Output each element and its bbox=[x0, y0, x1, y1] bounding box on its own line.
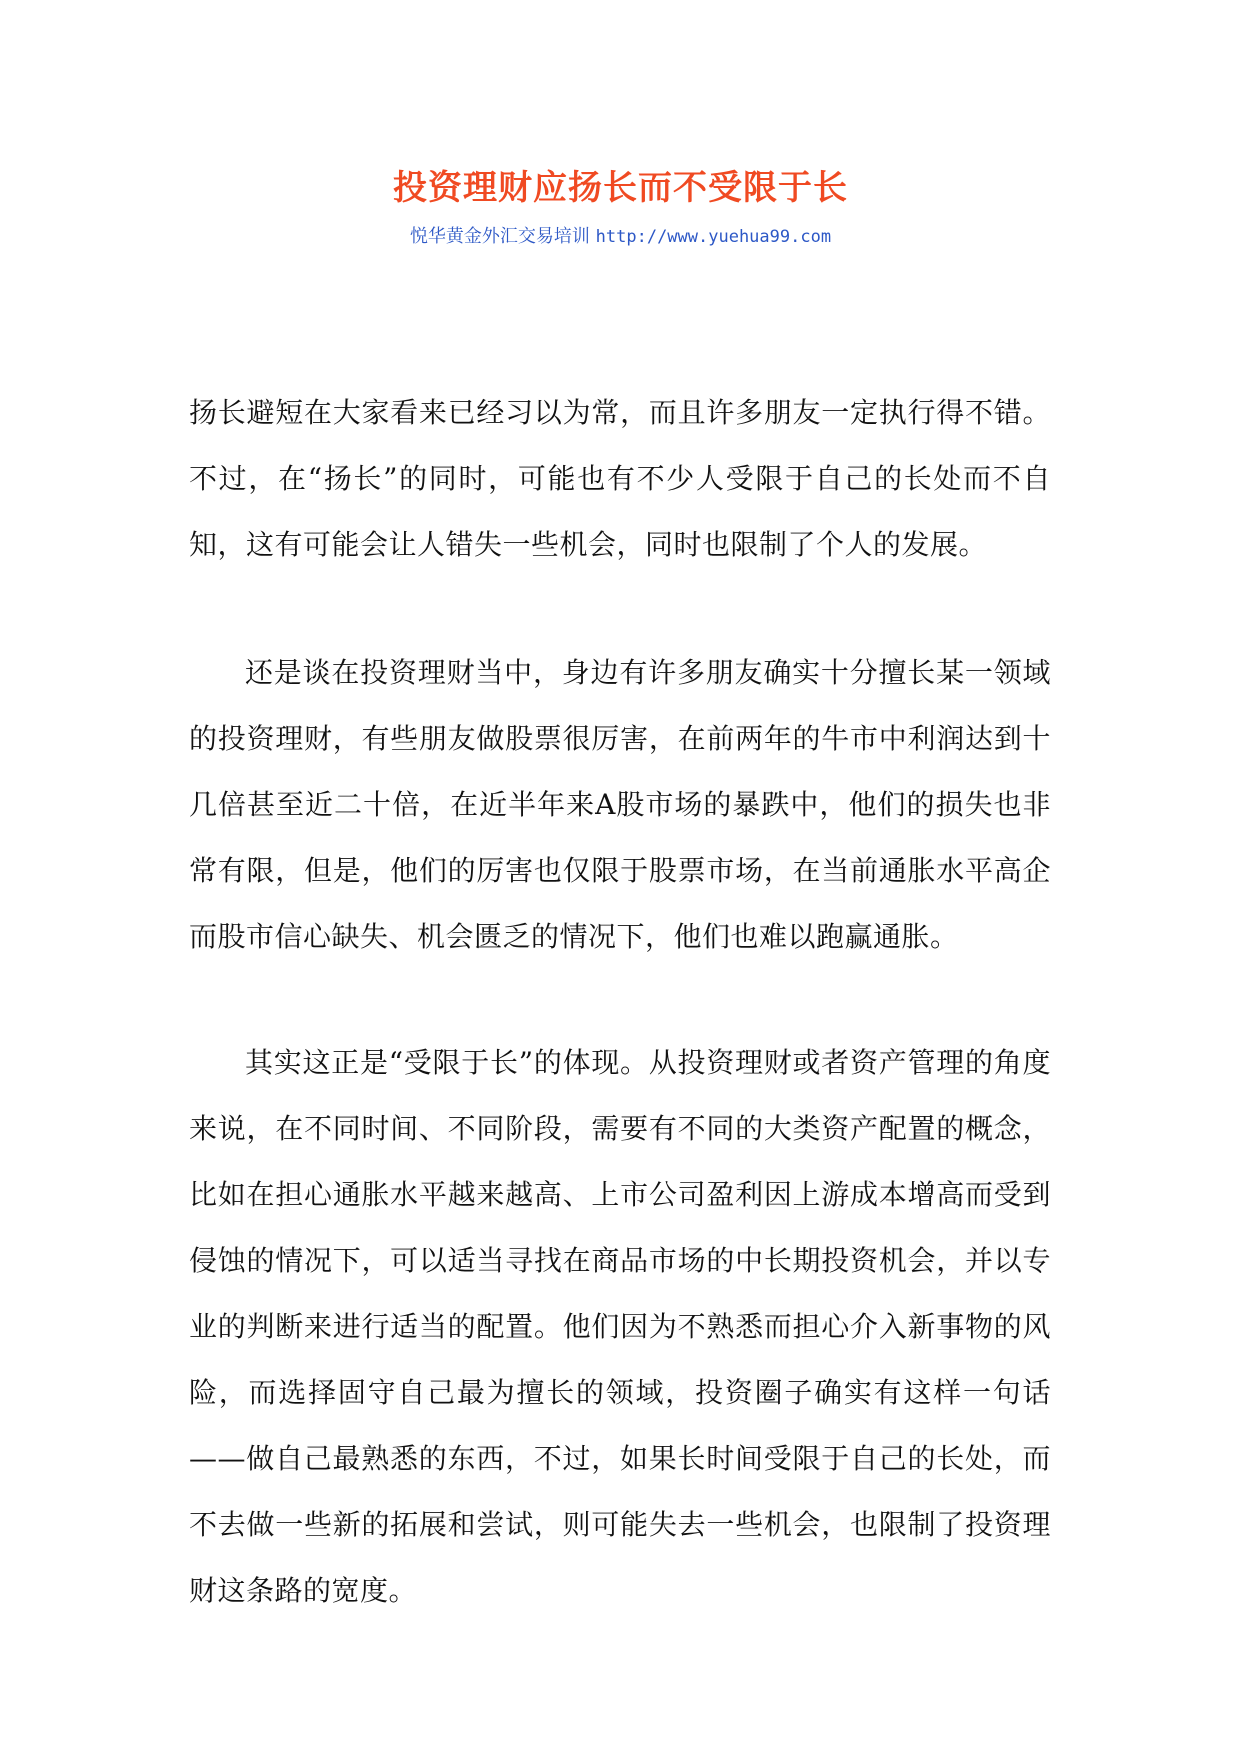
document-title: 投资理财应扬长而不受限于长 bbox=[393, 168, 848, 208]
subtitle-url: http://www.yuehua99.com bbox=[595, 227, 832, 247]
subtitle-source: 悦华黄金外汇交易培训 bbox=[409, 226, 590, 247]
document-subtitle bbox=[0, 222, 1241, 248]
body-paragraph-1: 扬长避短在大家看来已经习以为常，而且许多朋友一定执行得不错。不过，在“扬长”的同时，可能也有不少人受限于自己的长处而不自知，这有可能会让人错失一些机会，同时也限制了个人的发展。 bbox=[189, 396, 1051, 561]
body-paragraph-3: 其实这正是“受限于长”的体现。从投资理财或者资产管理的角度来说，在不同时间、不同阶段，需要有不同的大类资产配置的概念，比如在担心通胀水平越来越高、上市公司盈利因上游成本增高而受到侵蚀的情况下，可以适当寻找在商品市场的中长期投资机会，并以专业的判断来进行适当的配置。他们因为不熟悉而担心介入新事物的风险，而选择固守自己最为擅长的领域，投资圈子确实有这样一句话——做自己最熟悉的东西，不过，如果长时间受限于自己的长处，而不去做一些新的拓展和尝试，则可能失去一些机会，也限制了投资理财这条路的宽度。 bbox=[189, 1046, 1051, 1607]
body-paragraph-2: 还是谈在投资理财当中，身边有许多朋友确实十分擅长某一领域的投资理财，有些朋友做股票很厉害，在前两年的牛市中利润达到十几倍甚至近二十倍，在近半年来A股市场的暴跌中，他们的损失也非常有限，但是，他们的厉害也仅限于股票市场，在当前通胀水平高企而股市信心缺失、机会匮乏的情况下，他们也难以跑赢通胀。 bbox=[189, 656, 1051, 953]
